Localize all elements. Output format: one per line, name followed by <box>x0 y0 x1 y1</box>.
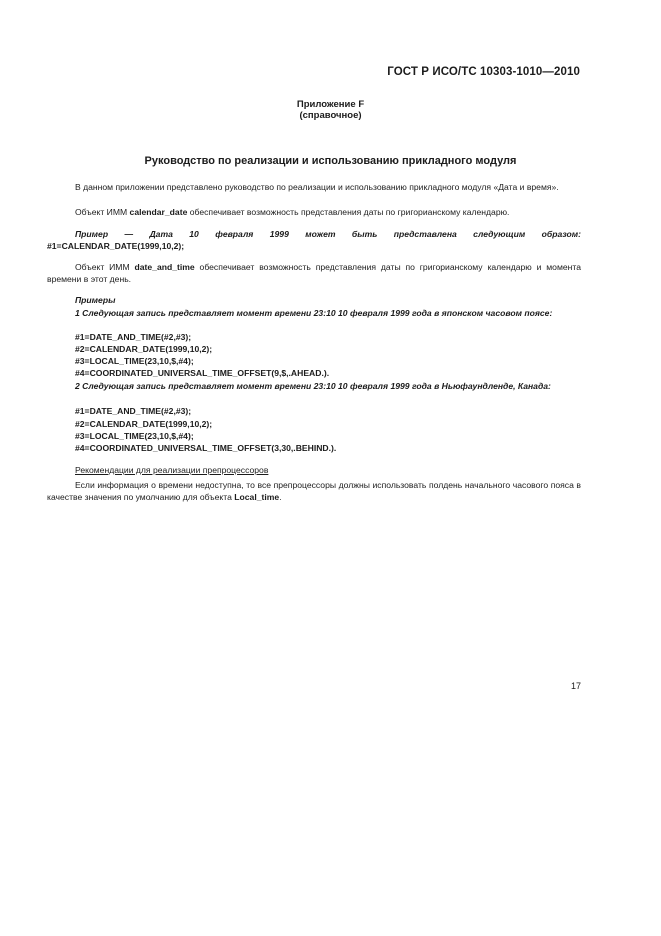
recommendations-text-post: . <box>279 492 282 502</box>
recommendations-heading: Рекомендации для реализации препроцессоров <box>75 465 269 475</box>
term-date-and-time: date_and_time <box>134 262 195 272</box>
intro-paragraph-2-post: обеспечивает возможность представления даты по григорианскому календарю. <box>187 207 510 217</box>
appendix-label: Приложение F <box>296 99 365 110</box>
intro-paragraph-3 <box>47 261 581 285</box>
example-1-text: 1 Следующая запись представляет момент времени 23:10 10 февраля 1999 года в японском часовом поясе: <box>75 308 553 318</box>
example-line: Пример — Дата 10 февраля 1999 может быть представлена следующим образом: <box>75 229 581 239</box>
standard-header: ГОСТ Р ИСО/ТС 10303-1010—2010 <box>387 66 580 78</box>
example-2-code-line: #2=CALENDAR_DATE(1999,10,2); <box>75 419 213 429</box>
page-title: Руководство по реализации и использованию прикладного модуля <box>144 155 517 167</box>
term-calendar-date: calendar_date <box>129 207 188 217</box>
example-1-code-line: #3=LOCAL_TIME(23,10,$,#4); <box>75 356 194 366</box>
recommendations-heading-row <box>47 464 581 476</box>
example-1-code-line: #1=DATE_AND_TIME(#2,#3); <box>75 332 192 342</box>
example-1-code-line: #4=COORDINATED_UNIVERSAL_TIME_OFFSET(9,$,.AHEAD.). <box>75 368 330 378</box>
recommendations-text <box>47 479 581 503</box>
example-2-code-line: #4=COORDINATED_UNIVERSAL_TIME_OFFSET(3,30,.BEHIND.). <box>75 443 337 453</box>
appendix-type: (справочное) <box>299 110 362 121</box>
intro-paragraph-3-pre: Объект ИММ <box>75 262 135 272</box>
recommendations-text-pre: Если информация о времени недоступна, то все препроцессоры должны использовать полдень начального часового пояса в качестве значения по умолчанию для объекта <box>47 480 581 502</box>
example-code: #1=CALENDAR_DATE(1999,10,2); <box>47 241 185 251</box>
example-2-code-line: #1=DATE_AND_TIME(#2,#3); <box>75 406 192 416</box>
intro-paragraph-3-post: обеспечивает возможность представления даты по григорианскому календарю и момента времени в этот день. <box>47 262 581 284</box>
intro-paragraph-1: В данном приложении представлено руководство по реализации и использованию прикладного модуля «Дата и время». <box>75 182 559 192</box>
page-number: 17 <box>571 681 582 691</box>
intro-paragraph-2-pre: Объект ИММ <box>75 207 130 217</box>
term-local-time: Local_time <box>234 492 280 502</box>
example-2-text: 2 Следующая запись представляет момент времени 23:10 10 февраля 1999 года в Ньюфаундленде, Канада: <box>75 381 551 391</box>
intro-paragraph-2 <box>47 206 581 218</box>
example-2-code-line: #3=LOCAL_TIME(23,10,$,#4); <box>75 431 194 441</box>
example-1-code-line: #2=CALENDAR_DATE(1999,10,2); <box>75 344 213 354</box>
examples-heading: Примеры <box>75 295 116 305</box>
